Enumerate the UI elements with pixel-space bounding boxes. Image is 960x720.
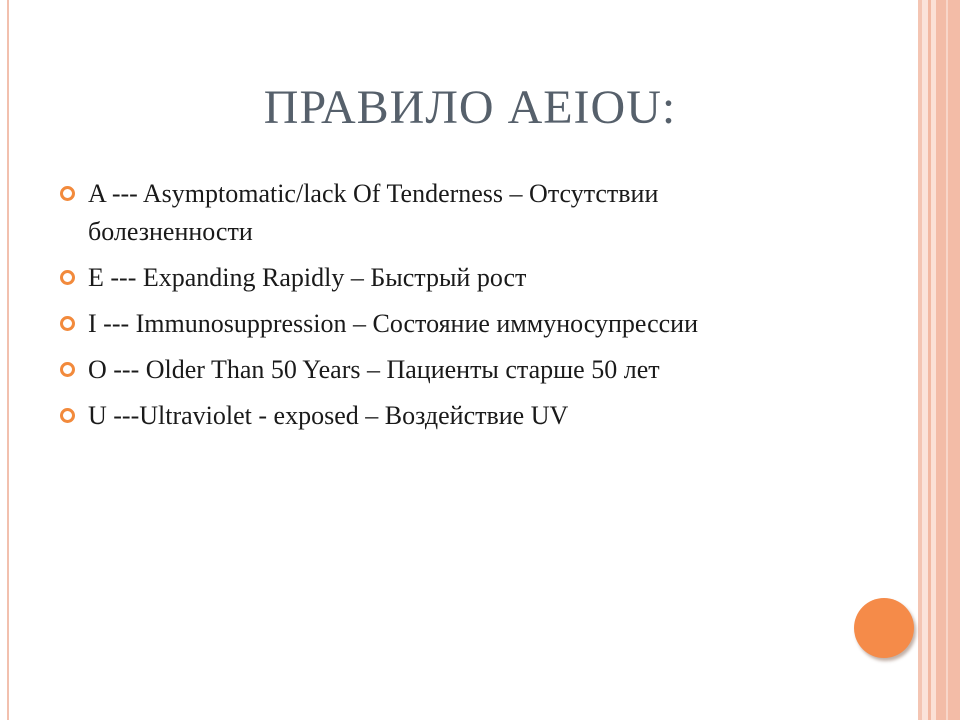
slide-title: ПРАВИЛО AEIOU: — [263, 81, 677, 134]
bullet-item — [58, 175, 818, 251]
bullet-text: O --- Older Than 50 Years – Пациенты старше 50 лет — [88, 355, 660, 384]
circle-bullet-icon — [60, 316, 75, 331]
left-border-line — [7, 0, 9, 720]
right-border-stripe — [936, 0, 960, 720]
bullet-list — [58, 175, 818, 443]
bullet-text: A --- Asymptomatic/lack Of Tenderness – Отсутствии болезненности — [88, 179, 659, 246]
bullet-item — [58, 351, 818, 389]
decorative-circle — [854, 598, 914, 658]
circle-bullet-icon — [60, 408, 75, 423]
right-border-stripe — [946, 0, 948, 720]
bullet-item — [58, 397, 818, 435]
circle-bullet-icon — [60, 362, 75, 377]
bullet-item — [58, 305, 818, 343]
bullet-item — [58, 259, 818, 297]
bullet-text: U ---Ultraviolet - exposed – Воздействие UV — [88, 401, 569, 430]
circle-bullet-icon — [60, 270, 75, 285]
circle-bullet-icon — [60, 186, 75, 201]
bullet-text: E --- Expanding Rapidly – Быстрый рост — [88, 263, 527, 292]
bullet-text: I --- Immunosuppression – Состояние иммуносупрессии — [88, 309, 698, 338]
